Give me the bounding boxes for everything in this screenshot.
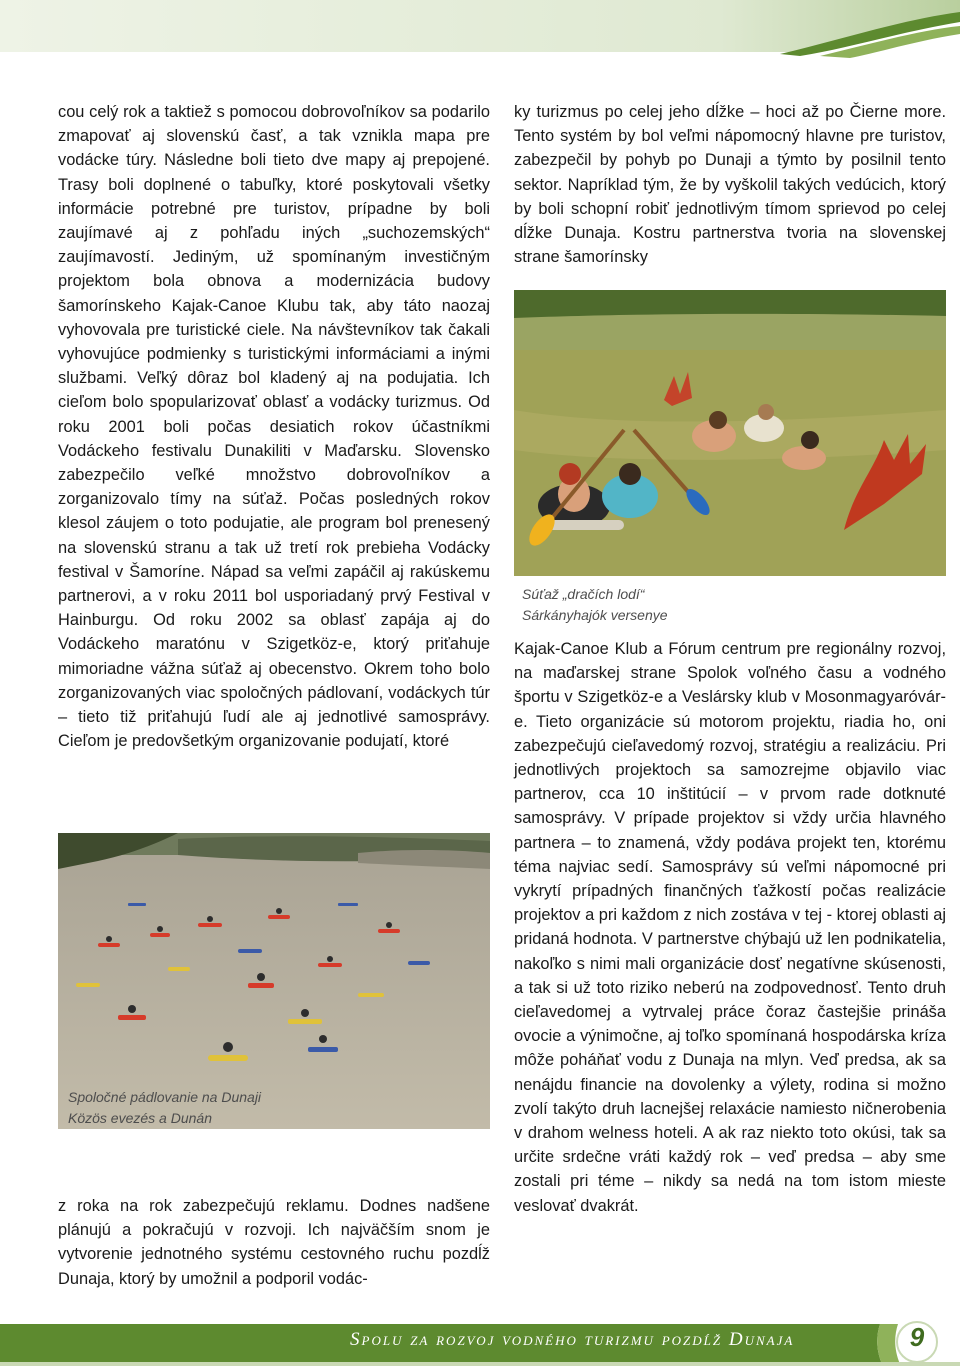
page-number: 9 [909, 1322, 925, 1352]
caption-slovak: Spoločné pádlovanie na Dunaji [68, 1089, 262, 1105]
dragon-boat-photo [514, 290, 946, 576]
right-column-bottom [514, 637, 946, 1218]
left-column [58, 100, 490, 753]
right-column-top-text: ky turizmus po celej jeho dĺžke – hoci až po Čierne more. Tento systém by bol veľmi nápomocný hlavne pre turistov, zabezpečil by pohyb po Dunaji a týmto by posilnil tento sektor. Napríklad tým, že by vyškolil takých vedúcich, ktorý by boli schopní robiť jednotlivým tímom sprievod po celej dĺžke Dunaja. Kostru partnerstva tvoria na slovenskej strane šamorínsky [514, 103, 946, 267]
left-column-bottom-text: z roka na rok zabezpečujú reklamu. Dodnes nadšene plánujú a pokračujú v rozvoji. Ich najväčším snom je vytvorenie jednotného systému cestovného ruchu pozdĺž Dunaja, ktorý by umožnil a podporil vodác- [58, 1197, 490, 1288]
footer-band [0, 1318, 960, 1366]
left-column-text: cou celý rok a taktiež s pomocou dobrovoľníkov sa podarilo zmapovať aj slovenskú časť, a tak vznikla mapa pre vodácke túry. Následne boli tieto dve mapy aj prepojené. Trasy boli doplnené o tabuľky, ktoré poskytovali všetky informácie potrebné pre turistov, prípadne by boli zaujímavé aj z pohľadu iných „suchozemských“ zaujímavostí. Jediným, už spomínaným investičným projektom bola obnova a modernizácia budovy šamorínskeho Kajak-Canoe Klubu tak, aby táto naozaj vyhovovala pre turistické ciele. Na návštevníkov tak čakali vyhovujúce podmienky s turistickými informáciami a inými službami. Veľký dôraz bol kladený aj na podujatia. Ich cieľom bolo spopularizovať oblasť a vodácky turizmus. Od roku 2001 boli počas desiatich rokov účastníkmi Vodáckeho festivalu Dunakiliti v Maďarsku. Slovensko zabezpečilo veľké množstvo dobrovoľníkov a zorganizovalo tímy na súťaž. Počas posledných rokov klesol záujem o toto podujatie, ale program bol prenesený na slovenskú stranu a tak už tretí rok prebieha Vodácky festival v Šamoríne. Nápad sa veľmi zapáčil aj rakúskemu partnerovi, a v roku 2011 bol usporiadaný prvý Festival v Hainburgu. Od roku 2002 sa oblasť zapája aj do Vodáckeho maratónu v Szigetköz-e, ktorý priťahuje mimoriadne vážna súťaž aj obecenstvo. Okrem toho bolo zorganizovaných viac spoločných pádlovaní, vodáckych túr – tieto tiž priťahujú ľudí ale aj jednotlivé samosprávy. Cieľom je predovšetkým organizovanie podujatí, ktoré [58, 103, 490, 751]
header-decoration [0, 0, 960, 58]
dragon-photo-caption-text [522, 584, 668, 626]
caption-hungarian: Sárkányhajók versenye [522, 607, 668, 623]
caption-hungarian: Közös evezés a Dunán [68, 1110, 212, 1126]
paddling-photo-caption [68, 1087, 261, 1129]
right-column-bottom-text: Kajak-Canoe Klub a Fórum centrum pre regionálny rozvoj, na maďarskej strane Spolok voľného času a vodného športu v Szigetköz-e a Veslársky klub v Mosonmagyaróvár-e. Tieto organizácie sú motorom projektu, riadia ho, oni zabezpečujú cieľavedomý rozvoj, stratégiu a realizáciu. Pri jednotlivých projektoch sa samozrejme objavilo viac partnerov, cca 10 inštitúcií – v prvom rade dotknuté samosprávy. V prípade projektov si vždy určia hlavného partnera – to znamená, vždy podáva projekt ten, ktorému téma najviac sedí. Samosprávy sú veľmi nápomocné pri vykrytí prípadných finančných ťažkostí počas realizácie projektov a pri každom z nich zostáva v tej - ktorej oblasti aj pridaná hodnota. V partnerstve chýbajú už len podnikatelia, nakoľko s nimi mali organizácie dosť negatívne skúsenosti, a tak si už toto riziko neberú na zodpovednosť. Tento druh cieľavedomej a vytrvalej práce čoraz častejšie prináša ovocie a výnimočne, aj toľko spomínaná hospodárska kríza môže poháňať vodu z Dunaja na mlyn. Veď predsa, ak sa nenájdu financie na dovolenky a výlety, rodina si možno zvolí takýto druh lacnejšej relaxácie namiesto ničnerobenia v drahom welness hoteli. A ak raz niekto toto okúsi, tak sa určite srdečne vráti každý rok – veď predsa – aby sme zostali pri téme – nikdy sa nedá na tom istom mieste veslovať dvakrát. [514, 640, 946, 1215]
right-column-top [514, 100, 946, 269]
caption-slovak: Súťaž „dračích lodí“ [522, 586, 645, 602]
paddling-photo [58, 833, 490, 1129]
left-column-continuation [58, 1194, 490, 1291]
footer-title: Spolu za rozvoj vodného turizmu pozdĺž Dunaja [350, 1329, 795, 1350]
